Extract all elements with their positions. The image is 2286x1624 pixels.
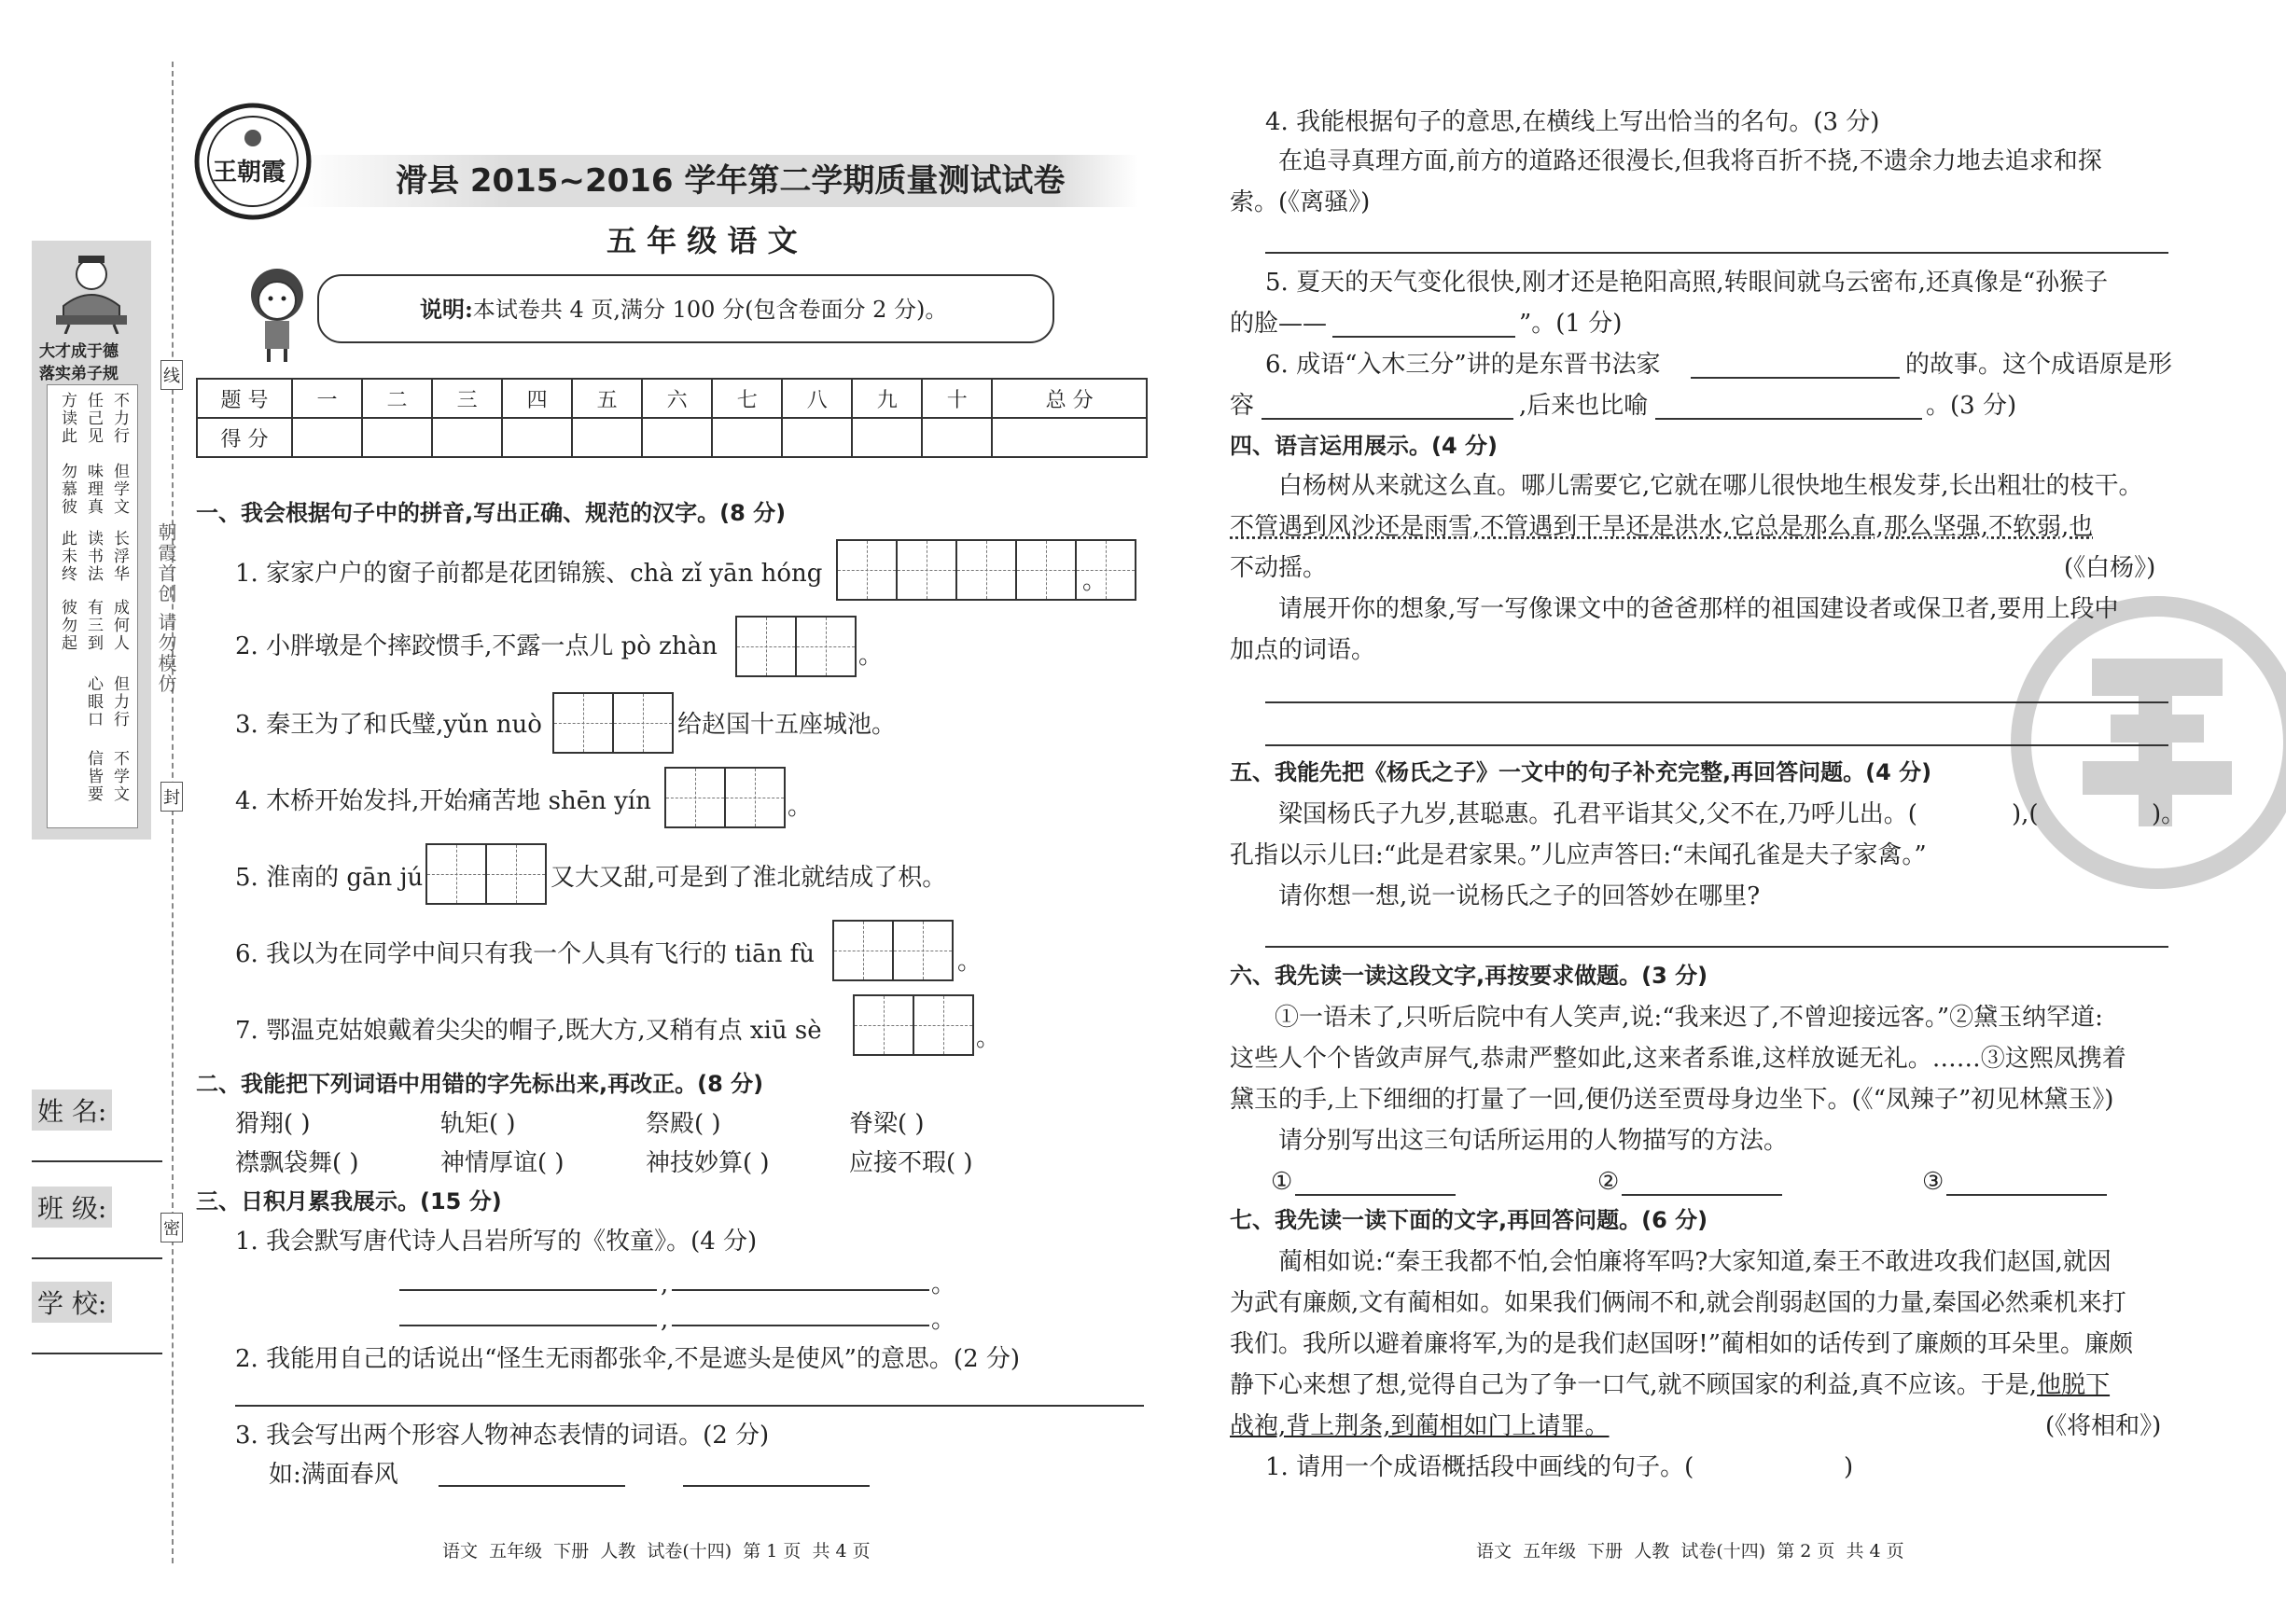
note-label: 说明: bbox=[420, 296, 473, 323]
s4-p3: 不动摇。 bbox=[1230, 554, 1328, 582]
s2-word-6[interactable]: 神情厚谊( ) bbox=[440, 1149, 565, 1177]
s4-p2-text: 不管遇到风沙还是雨雪,不管遇到干旱还是洪水,它总是那么直,那么坚强,不软弱,也 bbox=[1230, 513, 2094, 541]
s2-word-4[interactable]: 脊梁( ) bbox=[849, 1110, 925, 1138]
s7-p4a: 静下心来想了想,觉得自己为了争一口气,就不顾国家的利益,真不应该。于是, bbox=[1230, 1371, 2038, 1399]
section-3-heading: 三、日积月累我展示。(15 分) bbox=[196, 1188, 502, 1215]
binding-mark-line: 线 bbox=[160, 360, 183, 390]
poem-comma-2: , bbox=[661, 1306, 669, 1334]
motto-col-14: 但力行 bbox=[110, 675, 129, 729]
note-body: 本试卷共 4 页,满分 100 分(包含卷面分 2 分)。 bbox=[472, 297, 948, 323]
student-name-line bbox=[32, 1160, 162, 1162]
motto-col-5: 味理真 bbox=[84, 463, 103, 516]
student-name-field[interactable] bbox=[32, 1090, 162, 1164]
student-school-line bbox=[32, 1353, 162, 1354]
poem-period-2: 。 bbox=[931, 1306, 956, 1334]
s6-blank-3[interactable] bbox=[1946, 1194, 2107, 1196]
student-class-label: 班 级: bbox=[32, 1187, 112, 1228]
s1-item-6-end: 。 bbox=[957, 948, 983, 976]
logo-text: 王朝霞 bbox=[213, 159, 286, 187]
p2-q4-text2: 索。(《离骚》) bbox=[1230, 188, 1371, 216]
page-subtitle: 五 年 级 语 文 bbox=[606, 223, 798, 258]
p2-q5-line2b: ”。(1 分) bbox=[1519, 310, 1623, 338]
girl-mascot-icon bbox=[241, 263, 314, 364]
s1-item-2-end: 。 bbox=[858, 642, 884, 670]
binding-cut-line bbox=[172, 62, 174, 1563]
s7-q1: 1. 请用一个成语概括段中画线的句子。( bbox=[1265, 1453, 1694, 1481]
s7-p1: 蔺相如说:“秦王我都不怕,会怕廉将军吗?大家知道,秦王不敢进攻我们赵国,就因 bbox=[1278, 1248, 2112, 1276]
section-1-heading: 一、我会根据句子中的拼音,写出正确、规范的汉字。(8 分) bbox=[196, 500, 787, 526]
s4-task1: 请展开你的想象,写一写像课文中的爸爸那样的祖国建设者或保卫者,要用上段中 bbox=[1278, 595, 2119, 623]
poem-blank-1[interactable] bbox=[399, 1289, 657, 1291]
s7-p4 bbox=[1230, 1369, 2110, 1401]
s2-word-2[interactable]: 轨矩( ) bbox=[440, 1110, 516, 1138]
s1-item-5-end: 又大又甜,可是到了淮北就结成了枳。 bbox=[551, 864, 947, 892]
tianzi-grid-4[interactable] bbox=[664, 767, 786, 828]
score-cell[interactable] bbox=[292, 418, 362, 457]
score-cell[interactable] bbox=[782, 418, 852, 457]
motto-col-8: 读书法 bbox=[84, 530, 103, 583]
score-cell[interactable] bbox=[852, 418, 922, 457]
s6-blank-2-label: ② bbox=[1597, 1168, 1620, 1196]
motto-col-3: 不力行 bbox=[110, 392, 129, 445]
s1-item-6: 6. 我以为在同学中间只有我一个人具有飞行的 tiān fù bbox=[235, 940, 815, 968]
page1-footer: 语文 五年级 下册 人教 试卷(十四) 第 1 页 共 4 页 bbox=[442, 1541, 871, 1562]
motto-line-2: 落实弟子规 bbox=[39, 365, 118, 383]
score-col-9: 九 bbox=[852, 379, 922, 418]
p2-q6-line1a: 6. 成语“入木三分”讲的是东晋书法家 bbox=[1265, 351, 1661, 379]
s5-p1: 梁国杨氏子九岁,甚聪惠。孔君平诣其父,父不在,乃呼儿出。( bbox=[1278, 800, 1917, 828]
s3-q2-answer-line[interactable] bbox=[235, 1405, 1144, 1407]
p2-q6-blank-1[interactable] bbox=[1691, 377, 1900, 379]
motto-col-9: 长浮华 bbox=[110, 530, 129, 583]
motto-col-15: 信皆要 bbox=[84, 750, 103, 803]
tianzi-grid-2[interactable] bbox=[735, 616, 857, 677]
p2-q4-text1: 在追寻真理方面,前方的道路还很漫长,但我将百折不挠,不遗余力地去追求和探 bbox=[1278, 147, 2102, 175]
s3-q3-blank-1[interactable] bbox=[439, 1485, 625, 1487]
s4-p1: 白杨树从来就这么直。哪儿需要它,它就在哪儿很快地生根发芽,长出粗壮的枝干。 bbox=[1278, 472, 2143, 500]
s2-word-1[interactable]: 猾翔( ) bbox=[235, 1110, 311, 1138]
motto-line-1: 大才成于德 bbox=[39, 342, 118, 361]
page2-footer: 语文 五年级 下册 人教 试卷(十四) 第 2 页 共 4 页 bbox=[1476, 1541, 1904, 1562]
s1-item-4: 4. 木桥开始发抖,开始痛苦地 shēn yín bbox=[235, 787, 651, 815]
motto-col-13: 心眼口 bbox=[84, 675, 103, 729]
motto-col-2: 任己见 bbox=[84, 392, 103, 445]
s7-source: (《将相和》) bbox=[2045, 1412, 2162, 1440]
s5-p1b[interactable]: ),( bbox=[2012, 800, 2039, 828]
s7-p3: 我们。我所以避着廉将军,为的是我们赵国呀!”蔺相如的话传到了廉颇的耳朵里。廉颇 bbox=[1230, 1330, 2134, 1358]
p2-q6-blank-2[interactable] bbox=[1261, 418, 1513, 420]
s6-blank-1-label: ① bbox=[1271, 1168, 1293, 1196]
s6-p3: 黛玉的手,上下细细的打量了一回,便仍送至贾母身边坐下。(《“凤辣子”初见林黛玉》) bbox=[1230, 1086, 2114, 1114]
s2-word-8[interactable]: 应接不瑕( ) bbox=[849, 1149, 973, 1177]
tianzi-grid-5[interactable] bbox=[425, 843, 547, 905]
s2-word-5[interactable]: 襟飘袋舞( ) bbox=[235, 1149, 359, 1177]
s6-blank-2[interactable] bbox=[1622, 1194, 1782, 1196]
score-table bbox=[196, 378, 1148, 458]
binding-mark-seal: 封 bbox=[160, 782, 183, 812]
tianzi-grid-3[interactable] bbox=[552, 692, 674, 754]
s1-item-7: 7. 鄂温克姑娘戴着尖尖的帽子,既大方,又稍有点 xiū sè bbox=[235, 1017, 822, 1045]
poem-blank-2[interactable] bbox=[672, 1289, 929, 1291]
student-class-field[interactable] bbox=[32, 1187, 162, 1261]
s6-p1: ①一语未了,只听后院中有人笑声,说:“我来迟了,不曾迎接远客。”②黛玉纳罕道: bbox=[1275, 1004, 2103, 1032]
score-cell[interactable] bbox=[572, 418, 642, 457]
score-row-label: 得 分 bbox=[197, 418, 292, 457]
score-col-total: 总 分 bbox=[992, 379, 1147, 418]
s6-blank-1[interactable] bbox=[1295, 1194, 1456, 1196]
s1-item-4-end: 。 bbox=[788, 793, 813, 821]
s7-p5: 战袍,背上荆条,到蔺相如门上请罪。 bbox=[1230, 1412, 1610, 1440]
s4-answer-line-1[interactable] bbox=[1265, 701, 2168, 703]
s4-p2 bbox=[1230, 511, 2093, 543]
binding-mark-secret: 密 bbox=[160, 1213, 183, 1242]
score-cell[interactable] bbox=[712, 418, 782, 457]
p2-q5-line2a: 的脸—— bbox=[1230, 310, 1328, 338]
s5-task: 请你想一想,说一说杨氏之子的回答妙在哪里? bbox=[1278, 882, 1761, 910]
section-6-heading: 六、我先读一读这段文字,再按要求做题。(3 分) bbox=[1230, 963, 1708, 989]
p2-q5-blank[interactable] bbox=[1332, 336, 1515, 338]
score-col-2: 二 bbox=[362, 379, 432, 418]
poem-comma-1: , bbox=[661, 1270, 669, 1298]
score-col-1: 一 bbox=[292, 379, 362, 418]
scholar-icon bbox=[50, 250, 132, 334]
s3-example: 如:满面春风 bbox=[269, 1461, 398, 1489]
s3-q3: 3. 我会写出两个形容人物神态表情的词语。(2 分) bbox=[235, 1422, 770, 1450]
score-cell[interactable] bbox=[992, 418, 1147, 457]
s2-word-7[interactable]: 神技妙算( ) bbox=[646, 1149, 770, 1177]
section-5-heading: 五、我能先把《杨氏之子》一文中的句子补充完整,再回答问题。(4 分) bbox=[1230, 759, 1932, 785]
score-cell[interactable] bbox=[642, 418, 712, 457]
poem-blank-4[interactable] bbox=[672, 1325, 929, 1326]
score-col-5: 五 bbox=[572, 379, 642, 418]
s4-task2: 加点的词语。 bbox=[1230, 636, 1376, 664]
poem-period-1: 。 bbox=[931, 1270, 956, 1298]
p2-q4-answer-line[interactable] bbox=[1265, 252, 2168, 254]
page-title: 滑县 2015~2016 学年第二学期质量测试试卷 bbox=[396, 162, 1066, 200]
s6-blank-3-label: ③ bbox=[1922, 1168, 1944, 1196]
score-cell[interactable] bbox=[362, 418, 432, 457]
s1-item-2: 2. 小胖墩是个摔跤惯手,不露一点儿 pò zhàn bbox=[235, 632, 718, 660]
s3-q3-blank-2[interactable] bbox=[683, 1485, 870, 1487]
motto-col-12: 成何人 bbox=[110, 599, 129, 652]
s4-source: (《白杨》) bbox=[2064, 554, 2156, 582]
s4-answer-line-2[interactable] bbox=[1265, 744, 2168, 746]
score-cell[interactable] bbox=[432, 418, 502, 457]
s5-answer-line[interactable] bbox=[1265, 946, 2168, 948]
s1-item-5: 5. 淮南的 gān jú bbox=[235, 864, 424, 892]
s5-p2: 孔指以示儿曰:“此是君家果。”儿应声答曰:“未闻孔雀是夫子家禽。” bbox=[1230, 841, 1927, 869]
mi-watermark-stamp bbox=[2008, 593, 2286, 892]
tianzi-grid-7[interactable] bbox=[853, 994, 974, 1056]
motto-col-16: 不学文 bbox=[110, 750, 129, 803]
section-7-heading: 七、我先读一读下面的文字,再回答问题。(6 分) bbox=[1230, 1207, 1708, 1233]
section-2-heading: 二、我能把下列词语中用错的字先标出来,再改正。(8 分) bbox=[196, 1071, 764, 1097]
s3-q2: 2. 我能用自己的话说出“怪生无雨都张伞,不是遮头是使风”的意思。(2 分) bbox=[235, 1345, 1021, 1373]
p2-q6-line2b: ,后来也比喻 bbox=[1519, 392, 1649, 420]
score-cell[interactable] bbox=[922, 418, 992, 457]
poem-blank-3[interactable] bbox=[399, 1325, 657, 1326]
student-class-line bbox=[32, 1257, 162, 1259]
p2-q6-line2a: 容 bbox=[1230, 392, 1255, 420]
s1-item-1: 1. 家家户户的窗子前都是花团锦簇、chà zǐ yān hóng bbox=[235, 560, 823, 588]
note-text bbox=[420, 295, 947, 325]
motto-col-1: 方读此 bbox=[58, 392, 77, 445]
motto-col-10: 彼勿起 bbox=[58, 599, 77, 652]
s1-item-1-end: 。 bbox=[1082, 567, 1108, 595]
p2-q5-line1: 5. 夏天的天气变化很快,刚才还是艳阳高照,转眼间就乌云密布,还真像是“孙猴子 bbox=[1265, 269, 2109, 297]
motto-col-11: 有三到 bbox=[84, 599, 103, 652]
s7-q1-end: ) bbox=[1844, 1453, 1854, 1481]
s7-p4b: 他脱下 bbox=[2037, 1371, 2111, 1399]
student-name-label: 姓 名: bbox=[32, 1090, 112, 1131]
score-col-8: 八 bbox=[782, 379, 852, 418]
student-school-field[interactable] bbox=[32, 1282, 162, 1356]
p2-q6-line2c: 。(3 分) bbox=[1926, 392, 2017, 420]
s6-p2: 这些人个个皆敛声屏气,恭肃严整如此,这来者系谁,这样放诞无礼。……③这熙凤携着 bbox=[1230, 1045, 2126, 1073]
motto-col-4: 勿慕彼 bbox=[58, 463, 77, 516]
motto-col-7: 此未终 bbox=[58, 530, 77, 583]
score-header-label: 题 号 bbox=[197, 379, 292, 418]
score-col-10: 十 bbox=[922, 379, 992, 418]
student-school-label: 学 校: bbox=[32, 1282, 112, 1323]
section-4-heading: 四、语言运用展示。(4 分) bbox=[1230, 433, 1498, 459]
score-col-4: 四 bbox=[502, 379, 572, 418]
tianzi-grid-6[interactable] bbox=[832, 920, 954, 981]
score-col-7: 七 bbox=[712, 379, 782, 418]
s7-p2: 为武有廉颇,文有蔺相如。如果我们俩闹不和,就会削弱赵国的力量,秦国必然乘机来打 bbox=[1230, 1289, 2126, 1317]
p2-q6-blank-3[interactable] bbox=[1655, 418, 1922, 420]
s2-word-3[interactable]: 祭殿( ) bbox=[646, 1110, 721, 1138]
s5-p1c[interactable]: )。 bbox=[2152, 800, 2186, 828]
p2-q4: 4. 我能根据句子的意思,在横线上写出恰当的名句。(3 分) bbox=[1265, 108, 1880, 136]
motto-panel bbox=[32, 241, 151, 840]
score-col-3: 三 bbox=[432, 379, 502, 418]
motto-col-6: 但学文 bbox=[110, 463, 129, 516]
score-col-6: 六 bbox=[642, 379, 712, 418]
s1-item-7-end: 。 bbox=[976, 1024, 1001, 1052]
s1-item-3-end: 给赵国十五座城池。 bbox=[677, 711, 897, 739]
s1-item-3: 3. 秦王为了和氏璧,yǔn nuò bbox=[235, 711, 542, 739]
s3-q1: 1. 我会默写唐代诗人吕岩所写的《牧童》。(4 分) bbox=[235, 1228, 758, 1256]
s6-task: 请分别写出这三句话所运用的人物描写的方法。 bbox=[1278, 1127, 1789, 1155]
score-cell[interactable] bbox=[502, 418, 572, 457]
seal-side-text: 朝霞首创 请勿模仿 bbox=[155, 522, 177, 695]
p2-q6-line1b: 的故事。这个成语原是形 bbox=[1905, 351, 2173, 379]
